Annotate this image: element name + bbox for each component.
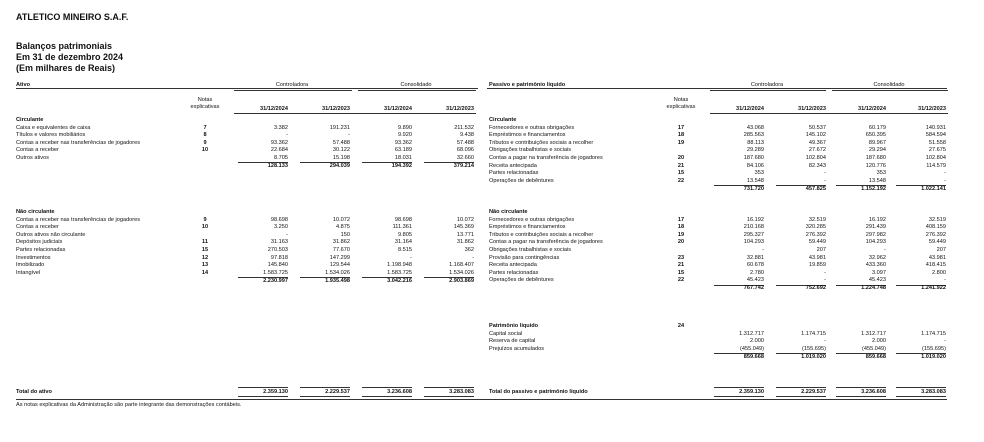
row-value: - [348, 132, 350, 139]
row-value: 1.583.725 [387, 269, 412, 276]
section-title: Circulante [489, 117, 517, 123]
controladora-header-right: Controladora [750, 82, 784, 88]
row-value: 276.392 [925, 231, 946, 238]
row-note: 22 [677, 277, 685, 284]
section-total: 859.668 [865, 353, 886, 360]
section-total: 194.392 [391, 162, 412, 169]
row-value: - [824, 338, 826, 345]
report-title: Balanços patrimoniais [16, 41, 113, 51]
row-value: 362 [464, 247, 474, 253]
row-note: 13 [201, 262, 209, 269]
section-title: Não circulante [489, 209, 528, 215]
row-value: 13.771 [456, 231, 474, 238]
row-value: 10.072 [456, 216, 474, 223]
row-value: 29.294 [868, 147, 886, 154]
row-note: 7 [203, 124, 207, 131]
row-label: Receita antecipada [489, 162, 537, 169]
date-header: 31/12/2024 [260, 106, 288, 112]
row-note: 14 [201, 269, 209, 276]
section-total: 1.224.748 [861, 285, 886, 292]
row-value: - [286, 132, 288, 139]
section-title: Patrimônio líquido [489, 323, 539, 329]
total-assets-value: 3.236.608 [387, 389, 412, 395]
row-value: 31.862 [332, 239, 350, 246]
row-label: Contas a pagar na transferência de jogadores [489, 155, 603, 161]
row-value: 98.698 [394, 216, 412, 223]
row-value: 9.805 [398, 231, 412, 238]
row-label: Contas a pagar na transferência de jogadores [489, 239, 603, 246]
row-value: 59.449 [928, 239, 946, 246]
row-value: 57.488 [456, 139, 474, 146]
row-value: 320.285 [805, 224, 826, 231]
row-label: Contas a receber [16, 147, 59, 154]
row-note: 9 [203, 139, 207, 146]
assets-header: Ativo [16, 82, 30, 88]
row-label: Contas a receber [16, 224, 59, 231]
row-value: 27.675 [928, 147, 946, 154]
row-note: 17 [677, 124, 685, 131]
row-value: 114.579 [926, 162, 946, 169]
section-title: Não circulante [16, 209, 55, 215]
row-value: 295.327 [743, 231, 764, 238]
row-note: 9 [203, 216, 207, 223]
row-value: 51.558 [928, 139, 946, 146]
row-note: 11 [202, 239, 208, 246]
section-total: 3.042.216 [387, 277, 412, 284]
total-liabilities-label: Total do passivo e patrimônio líquido [489, 389, 588, 395]
row-value: - [944, 338, 946, 345]
section-total: 1.241.922 [921, 285, 946, 292]
row-value: 104.293 [865, 239, 886, 246]
row-label: Operações de debêntures [489, 177, 554, 184]
section-total: 1.935.498 [325, 277, 350, 284]
row-label: Provisão para contingências [489, 254, 560, 261]
row-value: 150 [340, 231, 350, 238]
row-value: 207 [936, 247, 946, 253]
row-value: 1.312.717 [861, 330, 886, 337]
total-assets-value: 2.229.537 [325, 389, 350, 395]
row-value: 29.289 [746, 147, 764, 154]
section-title: Circulante [16, 117, 44, 123]
row-label: Capital social [489, 330, 523, 337]
row-value: 8.705 [274, 155, 288, 161]
row-value: 1.168.407 [449, 262, 474, 269]
row-value: 43.068 [746, 124, 764, 131]
footnote: As notas explicativas da Administração são parte integrante das demonstrações contábeis. [16, 402, 242, 408]
row-label: Partes relacionadas [489, 269, 539, 276]
row-value: 2.000 [872, 338, 886, 345]
row-value: 211.532 [454, 124, 474, 131]
liabilities-header: Passivo e patrimônio líquido [489, 82, 566, 88]
date-header: 31/12/2024 [736, 106, 764, 112]
row-note: 8 [203, 132, 207, 139]
row-value: 31.163 [270, 239, 288, 246]
row-value: 1.583.725 [263, 269, 288, 276]
section-total: 2.903.869 [449, 277, 474, 284]
row-value: 59.449 [808, 239, 826, 246]
row-note: 15 [677, 170, 685, 177]
row-label: Empréstimos e financiamentos [489, 132, 566, 139]
row-value: 31.164 [394, 239, 412, 246]
row-note: 21 [677, 262, 685, 269]
total-liabilities-value: 3.236.608 [861, 389, 886, 395]
row-note: 18 [677, 224, 685, 231]
row-value: 191.231 [329, 124, 350, 131]
row-value: 291.439 [865, 224, 886, 231]
row-value: 18.031 [394, 155, 412, 161]
row-note: 17 [677, 216, 685, 223]
row-note: 19 [677, 139, 685, 146]
row-label: Prejuízos acumulados [489, 345, 545, 352]
row-value: 32.519 [808, 216, 826, 223]
row-value: 297.982 [865, 231, 886, 238]
row-label: Contas a receber nas transferências de jogadores [16, 139, 141, 146]
row-value: 270.503 [267, 247, 288, 253]
row-value: - [884, 247, 886, 253]
row-value: 98.698 [270, 216, 288, 223]
row-label: Fornecedores e outras obrigações [489, 124, 575, 131]
row-label: Partes relacionadas [16, 247, 66, 253]
row-label: Tributos e contribuições sociais a recolher [489, 139, 594, 146]
row-value: 111.361 [392, 224, 412, 231]
section-total: 2.230.997 [263, 277, 288, 284]
row-value: - [824, 269, 826, 276]
row-value: 57.488 [332, 139, 350, 146]
consolidado-header-left: Consolidado [400, 82, 432, 88]
row-label: Tributos e contribuições sociais a recolher [489, 231, 594, 238]
row-value: 4.875 [336, 224, 350, 231]
section-total: 859.668 [743, 353, 764, 360]
row-value: - [944, 170, 946, 177]
row-value: - [824, 170, 826, 177]
row-value: 89.967 [868, 139, 886, 146]
row-value: 187.680 [743, 155, 764, 161]
row-value: 140.931 [925, 124, 946, 131]
row-label: Operações de debêntures [489, 277, 554, 284]
row-note: 23 [677, 254, 685, 261]
section-total: 1.019.020 [921, 353, 946, 360]
section-total: 752.692 [805, 285, 826, 292]
row-value: 84.106 [746, 162, 764, 169]
notas-header-right-2: explicativas [666, 104, 696, 110]
section-note: 24 [677, 323, 685, 329]
row-value: 129.544 [329, 262, 350, 269]
row-value: 210.168 [743, 224, 764, 231]
section-total: 294.039 [329, 162, 350, 169]
row-value: 60.678 [746, 262, 764, 269]
row-value: 27.672 [808, 147, 826, 154]
row-value: 3.382 [274, 124, 288, 131]
row-value: 13.548 [746, 177, 764, 184]
row-value: (455.049) [740, 345, 764, 352]
total-assets-label: Total do ativo [16, 389, 52, 395]
row-value: 88.113 [747, 139, 764, 146]
total-assets-value: 2.359.130 [263, 389, 288, 395]
row-value: 32.660 [456, 155, 474, 161]
row-value: 2.800 [932, 269, 946, 276]
row-label: Investimentos [16, 254, 51, 261]
row-value: 145.102 [805, 132, 826, 139]
row-value: 32.519 [928, 216, 946, 223]
row-value: 1.174.715 [801, 330, 826, 337]
row-label: Outros ativos não circulante [16, 231, 86, 238]
row-label: Outros ativos [16, 155, 49, 161]
row-value: 102.804 [805, 155, 826, 161]
row-value: 3.097 [872, 269, 886, 276]
row-value: 120.776 [865, 162, 886, 169]
row-value: 13.548 [868, 177, 886, 184]
consolidado-header-right: Consolidado [873, 82, 905, 88]
row-note: 19 [677, 231, 685, 238]
row-value: 102.804 [925, 155, 946, 161]
date-header: 31/12/2024 [384, 106, 412, 112]
row-value: 3.250 [274, 224, 288, 231]
row-value: 1.534.026 [325, 269, 350, 276]
section-total: 731.720 [743, 185, 764, 192]
row-value: 31.862 [456, 239, 474, 246]
row-value: 97.818 [270, 254, 288, 261]
row-value: 1.198.948 [387, 262, 412, 269]
section-total: 1.022.141 [921, 185, 946, 192]
report-units: (Em milhares de Reais) [16, 63, 116, 73]
row-value: 433.360 [865, 262, 886, 269]
company-name: ATLETICO MINEIRO S.A.F. [16, 12, 129, 22]
row-value: 15.198 [332, 155, 350, 161]
section-total: 379.214 [453, 162, 474, 169]
section-total: 457.825 [805, 185, 826, 192]
row-value: 60.179 [868, 124, 886, 131]
row-value: 93.362 [394, 139, 412, 146]
row-value: 32.881 [746, 254, 764, 261]
row-value: 9.890 [398, 124, 412, 131]
row-note: 21 [677, 162, 685, 169]
row-value: 207 [816, 247, 826, 253]
row-value: 45.423 [746, 277, 764, 284]
row-value: 16.192 [746, 216, 764, 223]
row-value: 145.369 [453, 224, 474, 231]
row-value: 9.438 [460, 132, 474, 139]
row-value: 1.174.715 [921, 330, 946, 337]
row-value: 2.000 [750, 338, 764, 345]
row-value: 22.684 [270, 147, 288, 154]
row-value: 353 [754, 170, 764, 177]
row-value: 408.159 [925, 224, 946, 231]
row-value: 187.680 [865, 155, 886, 161]
row-note: 15 [677, 269, 685, 276]
row-value: - [410, 254, 412, 261]
total-assets-value: 3.283.083 [449, 389, 474, 395]
row-value: 16.192 [868, 216, 886, 223]
row-value: 1.312.717 [739, 330, 764, 337]
controladora-header-left: Controladora [275, 82, 309, 88]
row-value: 285.563 [743, 132, 764, 139]
row-value: 584.594 [925, 132, 946, 139]
row-note: 20 [677, 239, 685, 246]
row-label: Partes relacionadas [489, 170, 539, 177]
row-label: Imobilizado [16, 262, 45, 269]
row-note: 15 [201, 247, 209, 253]
row-value: 19.859 [808, 262, 826, 269]
row-value: 10.072 [332, 216, 350, 223]
row-label: Obrigações trabalhistas e sociais [489, 147, 572, 154]
row-label: Caixa e equivalentes de caixa [16, 124, 91, 131]
total-liabilities-value: 2.229.537 [801, 389, 826, 395]
notas-header-left: Notas [197, 97, 213, 103]
notas-header-left-2: explicativas [190, 104, 220, 110]
row-label: Intangível [16, 269, 41, 276]
row-value: 8.515 [398, 247, 412, 253]
row-value: 93.362 [270, 139, 288, 146]
row-value: 1.534.026 [449, 269, 474, 276]
row-value: 68.096 [456, 147, 474, 154]
row-value: - [944, 177, 946, 184]
row-value: 32.962 [868, 254, 886, 261]
row-value: 30.122 [332, 147, 350, 154]
row-value: 2.780 [750, 269, 764, 276]
row-value: 43.981 [808, 254, 826, 261]
section-total: 128.133 [267, 162, 288, 169]
row-value: 63.189 [394, 147, 412, 154]
row-note: 18 [677, 132, 685, 139]
row-value: 43.981 [928, 254, 946, 261]
row-value: (155.695) [802, 345, 826, 352]
section-total: 767.742 [743, 285, 764, 292]
row-value: 147.299 [329, 254, 350, 261]
row-value: - [762, 247, 764, 253]
row-value: - [286, 231, 288, 238]
row-label: Obrigações trabalhistas e sociais [489, 247, 572, 253]
total-liabilities-value: 2.359.130 [739, 389, 764, 395]
row-value: 353 [876, 170, 886, 177]
row-value: - [944, 277, 946, 284]
row-label: Depósitos judiciais [16, 239, 63, 246]
row-value: 50.537 [808, 124, 826, 131]
date-header: 31/12/2023 [798, 106, 826, 112]
row-value: 276.392 [805, 231, 826, 238]
row-value: 104.293 [743, 239, 764, 246]
row-note: 10 [201, 224, 209, 231]
row-value: 145.840 [267, 262, 288, 269]
date-header: 31/12/2023 [446, 106, 474, 112]
total-liabilities-value: 3.283.083 [921, 389, 946, 395]
row-value: 9.920 [398, 132, 412, 139]
date-header: 31/12/2023 [918, 106, 946, 112]
row-value: 82.343 [808, 162, 826, 169]
date-header: 31/12/2023 [322, 106, 350, 112]
row-value: - [824, 177, 826, 184]
row-note: 22 [677, 177, 685, 184]
notas-header-right: Notas [673, 97, 689, 103]
row-value: - [824, 277, 826, 284]
row-label: Reserva de capital [489, 338, 536, 345]
section-total: 1.152.192 [861, 185, 886, 192]
row-value: 77.670 [332, 247, 350, 253]
row-value: (155.695) [922, 345, 946, 352]
row-value: - [472, 254, 474, 261]
row-note: 10 [201, 147, 209, 154]
row-value: 418.415 [925, 262, 946, 269]
row-note: 20 [677, 155, 685, 161]
date-header: 31/12/2024 [858, 106, 886, 112]
row-value: (455.049) [862, 345, 886, 352]
report-date: Em 31 de dezembro 2024 [16, 52, 124, 62]
row-label: Contas a receber nas transferências de jogadores [16, 216, 141, 223]
row-label: Receita antecipada [489, 262, 537, 269]
row-value: 650.395 [865, 132, 886, 139]
section-total: 1.019.020 [801, 353, 826, 360]
row-label: Títulos e valores mobiliários [16, 132, 86, 139]
row-label: Fornecedores e outras obrigações [489, 216, 575, 223]
row-value: 49.367 [808, 139, 826, 146]
row-note: 12 [201, 254, 209, 261]
row-label: Empréstimos e financiamentos [489, 224, 566, 231]
row-value: 45.423 [868, 277, 886, 284]
